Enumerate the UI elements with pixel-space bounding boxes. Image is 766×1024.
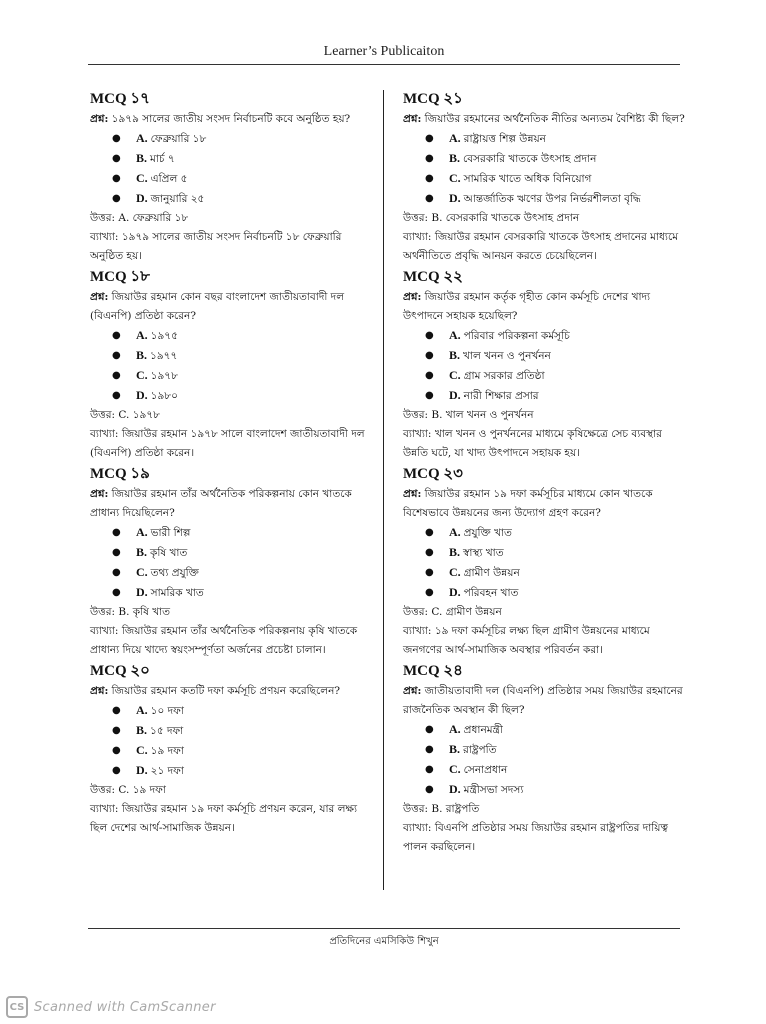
option-letter: A. <box>449 525 461 539</box>
bullet-icon: ● <box>112 725 121 736</box>
option-letter: D. <box>136 763 148 777</box>
option-item <box>425 760 685 780</box>
option-text: পরিবহন খাত <box>463 587 519 599</box>
mcq-block <box>403 88 685 266</box>
camscanner-logo-icon: CS <box>6 996 28 1018</box>
bullet-icon: ● <box>112 193 121 204</box>
options-list <box>90 129 372 209</box>
mcq-title: MCQ ২২ <box>403 269 463 285</box>
question-label: প্রশ্ন: <box>90 685 109 697</box>
explanation-body: খাল খনন ও পুনর্খননের মাধ্যমে কৃষিক্ষেত্রে সেচ ব্যবস্থার উন্নতি ঘটে, যা খাদ্য উৎপাদনে সহায়ক হয়। <box>403 428 662 459</box>
option-letter: A. <box>136 328 148 342</box>
mcq-title: MCQ ১৮ <box>90 269 150 285</box>
question-body: জিয়াউর রহমানের অর্থনৈতিক নীতির অন্যতম বৈশিষ্ট্য কী ছিল? <box>424 113 685 125</box>
option-text: খাল খনন ও পুনর্খনন <box>463 350 551 362</box>
question-body: জিয়াউর রহমান কর্তৃক গৃহীত কোন কর্মসূচি দেশের খাদ্য উৎপাদনে সহায়ক হয়েছিল? <box>403 291 651 322</box>
option-item <box>112 386 372 406</box>
question-text <box>403 485 685 523</box>
option-item <box>112 523 372 543</box>
scanner-watermark <box>6 996 216 1018</box>
question-body: জিয়াউর রহমান ১৯ দফা কর্মসূচির মাধ্যমে কোন খাতকে বিশেষভাবে উন্নয়নের জন্য উদ্যোগ গ্রহণ করেন? <box>403 488 653 519</box>
option-text: আন্তর্জাতিক ঋণের উপর নির্ভরশীলতা বৃদ্ধি <box>463 193 641 205</box>
mcq-title: MCQ ২৪ <box>403 663 463 679</box>
bullet-icon: ● <box>425 567 434 578</box>
header-divider <box>88 64 680 65</box>
option-letter: B. <box>136 151 148 165</box>
option-item <box>112 149 372 169</box>
answer-body: B. রাষ্ট্রপতি <box>431 803 480 815</box>
explanation-text <box>403 228 685 266</box>
mcq-title: MCQ ২৩ <box>403 466 463 482</box>
explanation-body: ১৯ দফা কর্মসূচির লক্ষ্য ছিল গ্রামীণ উন্নয়নের মাধ্যমে জনগণের আর্থ-সামাজিক অবস্থার পরিবর্তন করা। <box>403 625 650 656</box>
mcq-block <box>90 660 372 838</box>
answer-text <box>403 406 685 425</box>
answer-label: উত্তর: <box>90 409 116 421</box>
explanation-text <box>90 622 372 660</box>
question-body: ১৯৭৯ সালের জাতীয় সংসদ নির্বাচনটি কবে অনুষ্ঠিত হয়? <box>111 113 351 125</box>
explanation-text <box>403 819 685 857</box>
option-letter: C. <box>136 368 148 382</box>
explanation-text <box>90 228 372 266</box>
option-letter: D. <box>449 191 461 205</box>
option-text: তথ্য প্রযুক্তি <box>150 567 199 579</box>
answer-label: উত্তর: <box>90 606 116 618</box>
option-text: পরিবার পরিকল্পনা কর্মসূচি <box>463 330 570 342</box>
bullet-icon: ● <box>425 724 434 735</box>
column-divider <box>383 90 384 890</box>
answer-body: B. খাল খনন ও পুনর্খনন <box>431 409 534 421</box>
option-text: ১৫ দফা <box>150 725 184 737</box>
bullet-icon: ● <box>112 587 121 598</box>
explanation-label: ব্যাখ্যা: <box>90 231 119 243</box>
option-item <box>112 761 372 781</box>
explanation-body: জিয়াউর রহমান বেসরকারি খাতকে উৎসাহ প্রদানের মাধ্যমে অর্থনীতিতে প্রবৃদ্ধি আনয়ন করতে চেয়েছিলেন। <box>403 231 679 262</box>
page-footer: প্রতিদিনের এমসিকিউ শিখুন <box>329 936 439 947</box>
option-item <box>112 563 372 583</box>
answer-text <box>90 603 372 622</box>
bullet-icon: ● <box>425 153 434 164</box>
bullet-icon: ● <box>112 153 121 164</box>
option-item <box>112 169 372 189</box>
explanation-label: ব্যাখ্যা: <box>90 428 119 440</box>
options-list <box>90 701 372 781</box>
bullet-icon: ● <box>112 390 121 401</box>
option-letter: C. <box>136 743 148 757</box>
answer-body: C. গ্রামীণ উন্নয়ন <box>431 606 502 618</box>
bullet-icon: ● <box>425 133 434 144</box>
explanation-label: ব্যাখ্যা: <box>403 822 432 834</box>
option-letter: A. <box>449 722 461 736</box>
answer-label: উত্তর: <box>403 803 429 815</box>
option-item <box>425 346 685 366</box>
options-list <box>90 523 372 603</box>
options-list <box>90 326 372 406</box>
mcq-block <box>403 266 685 463</box>
option-item <box>425 740 685 760</box>
explanation-body: জিয়াউর রহমান তাঁর অর্থনৈতিক পরিকল্পনায় কৃষি খাতকে প্রাধান্য দিয়ে খাদ্যে স্বয়ংসম্পূর্ণতা অর্জনের প্রচেষ্টা চালান। <box>90 625 358 656</box>
bullet-icon: ● <box>425 744 434 755</box>
answer-text <box>403 603 685 622</box>
option-letter: C. <box>449 171 461 185</box>
option-text: মার্চ ৭ <box>150 153 175 165</box>
option-text: জানুয়ারি ২৫ <box>150 193 205 205</box>
option-text: প্রযুক্তি খাত <box>463 527 512 539</box>
question-text <box>90 682 372 701</box>
bullet-icon: ● <box>112 567 121 578</box>
option-item <box>425 720 685 740</box>
option-text: ১৯৭৭ <box>150 350 178 362</box>
question-label: প্রশ্ন: <box>403 488 422 500</box>
bullet-icon: ● <box>112 370 121 381</box>
answer-text <box>90 406 372 425</box>
question-label: প্রশ্ন: <box>403 113 422 125</box>
option-item <box>425 326 685 346</box>
option-text: রাষ্ট্রায়ত্ত শিল্প উন্নয়ন <box>463 133 546 145</box>
question-text <box>90 288 372 326</box>
bullet-icon: ● <box>425 330 434 341</box>
footer-divider <box>88 928 680 929</box>
mcq-title: MCQ ১৭ <box>90 91 150 107</box>
option-item <box>112 326 372 346</box>
option-text: ভারী শিল্প <box>150 527 191 539</box>
option-letter: B. <box>136 723 148 737</box>
option-letter: B. <box>449 545 461 559</box>
explanation-label: ব্যাখ্যা: <box>403 231 432 243</box>
question-body: জিয়াউর রহমান কোন বছর বাংলাদেশ জাতীয়তাবাদী দল (বিএনপি) প্রতিষ্ঠা করেন? <box>90 291 345 322</box>
question-label: প্রশ্ন: <box>90 113 109 125</box>
watermark-text: Scanned with CamScanner <box>34 999 216 1015</box>
option-text: গ্রামীণ উন্নয়ন <box>463 567 520 579</box>
mcq-block <box>90 463 372 660</box>
explanation-text <box>90 800 372 838</box>
option-item <box>425 780 685 800</box>
option-text: নারী শিক্ষার প্রসার <box>463 390 539 402</box>
option-text: মন্ত্রীসভা সদস্য <box>463 784 524 796</box>
bullet-icon: ● <box>425 527 434 538</box>
option-letter: B. <box>449 151 461 165</box>
bullet-icon: ● <box>112 547 121 558</box>
answer-text <box>403 800 685 819</box>
options-list <box>403 326 685 406</box>
explanation-body: জিয়াউর রহমান ১৯ দফা কর্মসূচি প্রণয়ন করেন, যার লক্ষ্য ছিল দেশের আর্থ-সামাজিক উন্নয়ন। <box>90 803 358 834</box>
bullet-icon: ● <box>112 173 121 184</box>
option-text: ১৯ দফা <box>150 745 184 757</box>
option-letter: A. <box>136 703 148 717</box>
bullet-icon: ● <box>112 350 121 361</box>
option-text: এপ্রিল ৫ <box>150 173 188 185</box>
option-text: ১৯৮০ <box>150 390 178 402</box>
explanation-body: ১৯৭৯ সালের জাতীয় সংসদ নির্বাচনটি ১৮ ফেব্রুয়ারি অনুষ্ঠিত হয়। <box>90 231 342 262</box>
option-text: ১৯৭৮ <box>150 370 178 382</box>
answer-label: উত্তর: <box>90 212 116 224</box>
bullet-icon: ● <box>425 784 434 795</box>
question-body: জিয়াউর রহমান তাঁর অর্থনৈতিক পরিকল্পনায় কোন খাতকে প্রাধান্য দিয়েছিলেন? <box>90 488 352 519</box>
option-letter: B. <box>136 545 148 559</box>
bullet-icon: ● <box>425 764 434 775</box>
question-text <box>403 682 685 720</box>
mcq-block <box>403 660 685 857</box>
option-item <box>425 563 685 583</box>
option-item <box>425 366 685 386</box>
option-text: বেসরকারি খাতকে উৎসাহ প্রদান <box>463 153 597 165</box>
answer-text <box>403 209 685 228</box>
bullet-icon: ● <box>425 390 434 401</box>
option-letter: A. <box>449 328 461 342</box>
answer-text <box>90 209 372 228</box>
mcq-block <box>403 463 685 660</box>
option-item <box>112 189 372 209</box>
answer-body: C. ১৯ দফা <box>118 784 166 796</box>
option-text: ১৯৭৫ <box>150 330 178 342</box>
option-text: সামরিক খাতে অধিক বিনিয়োগ <box>463 173 592 185</box>
bullet-icon: ● <box>425 370 434 381</box>
option-text: গ্রাম সরকার প্রতিষ্ঠা <box>463 370 545 382</box>
bullet-icon: ● <box>112 705 121 716</box>
option-item <box>112 366 372 386</box>
answer-label: উত্তর: <box>403 606 429 618</box>
option-item <box>425 149 685 169</box>
option-letter: C. <box>136 171 148 185</box>
right-column <box>403 88 685 857</box>
option-letter: B. <box>449 742 461 756</box>
question-label: প্রশ্ন: <box>403 291 422 303</box>
bullet-icon: ● <box>112 133 121 144</box>
explanation-label: ব্যাখ্যা: <box>403 428 432 440</box>
options-list <box>403 523 685 603</box>
left-column <box>90 88 372 838</box>
bullet-icon: ● <box>425 193 434 204</box>
bullet-icon: ● <box>112 527 121 538</box>
question-text <box>90 485 372 523</box>
option-text: প্রধানমন্ত্রী <box>463 724 503 736</box>
option-text: ১০ দফা <box>150 705 184 717</box>
option-letter: D. <box>449 585 461 599</box>
answer-text <box>90 781 372 800</box>
bullet-icon: ● <box>112 765 121 776</box>
question-label: প্রশ্ন: <box>90 488 109 500</box>
option-letter: A. <box>136 525 148 539</box>
option-text: স্বাস্থ্য খাত <box>463 547 504 559</box>
option-text: কৃষি খাত <box>150 547 188 559</box>
option-item <box>112 346 372 366</box>
mcq-title: MCQ ২১ <box>403 91 463 107</box>
question-label: প্রশ্ন: <box>90 291 109 303</box>
option-letter: C. <box>449 565 461 579</box>
page-header: Learner’s Publicaiton <box>323 44 445 59</box>
option-item <box>425 543 685 563</box>
answer-label: উত্তর: <box>403 212 429 224</box>
option-text: রাষ্ট্রপতি <box>463 744 497 756</box>
option-letter: D. <box>136 191 148 205</box>
option-item <box>425 129 685 149</box>
option-item <box>112 543 372 563</box>
answer-body: C. ১৯৭৮ <box>118 409 160 421</box>
answer-label: উত্তর: <box>90 784 116 796</box>
option-item <box>425 583 685 603</box>
explanation-text <box>90 425 372 463</box>
bullet-icon: ● <box>112 745 121 756</box>
option-item <box>112 741 372 761</box>
option-text: ২১ দফা <box>150 765 184 777</box>
option-text: সামরিক খাত <box>150 587 204 599</box>
answer-body: A. ফেব্রুয়ারি ১৮ <box>118 212 189 224</box>
answer-body: B. বেসরকারি খাতকে উৎসাহ প্রদান <box>431 212 580 224</box>
explanation-text <box>403 622 685 660</box>
option-text: ফেব্রুয়ারি ১৮ <box>150 133 207 145</box>
mcq-block <box>90 88 372 266</box>
explanation-text <box>403 425 685 463</box>
option-letter: D. <box>449 782 461 796</box>
explanation-label: ব্যাখ্যা: <box>403 625 432 637</box>
question-body: জাতীয়তাবাদী দল (বিএনপি) প্রতিষ্ঠার সময় জিয়াউর রহমানের রাজনৈতিক অবস্থান কী ছিল? <box>403 685 683 716</box>
option-text: সেনাপ্রধান <box>463 764 508 776</box>
option-letter: D. <box>136 585 148 599</box>
option-item <box>112 129 372 149</box>
explanation-label: ব্যাখ্যা: <box>90 803 119 815</box>
answer-label: উত্তর: <box>403 409 429 421</box>
mcq-block <box>90 266 372 463</box>
option-item <box>425 189 685 209</box>
option-letter: C. <box>136 565 148 579</box>
question-text <box>403 288 685 326</box>
bullet-icon: ● <box>425 173 434 184</box>
answer-body: B. কৃষি খাত <box>118 606 171 618</box>
option-letter: C. <box>449 762 461 776</box>
question-text <box>90 110 372 129</box>
option-item <box>425 523 685 543</box>
question-label: প্রশ্ন: <box>403 685 422 697</box>
bullet-icon: ● <box>112 330 121 341</box>
bullet-icon: ● <box>425 547 434 558</box>
mcq-title: MCQ ১৯ <box>90 466 150 482</box>
option-letter: B. <box>136 348 148 362</box>
option-letter: C. <box>449 368 461 382</box>
option-letter: D. <box>449 388 461 402</box>
bullet-icon: ● <box>425 350 434 361</box>
option-item <box>112 721 372 741</box>
explanation-body: বিএনপি প্রতিষ্ঠার সময় জিয়াউর রহমান রাষ্ট্রপতির দায়িত্ব পালন করছিলেন। <box>403 822 668 853</box>
explanation-label: ব্যাখ্যা: <box>90 625 119 637</box>
option-item <box>112 701 372 721</box>
option-letter: A. <box>136 131 148 145</box>
option-letter: A. <box>449 131 461 145</box>
option-item <box>425 386 685 406</box>
options-list <box>403 129 685 209</box>
bullet-icon: ● <box>425 587 434 598</box>
question-body: জিয়াউর রহমান কতটি দফা কর্মসূচি প্রণয়ন করেছিলেন? <box>111 685 340 697</box>
option-letter: D. <box>136 388 148 402</box>
option-item <box>112 583 372 603</box>
question-text <box>403 110 685 129</box>
explanation-body: জিয়াউর রহমান ১৯৭৮ সালে বাংলাদেশ জাতীয়তাবাদী দল (বিএনপি) প্রতিষ্ঠা করেন। <box>90 428 365 459</box>
options-list <box>403 720 685 800</box>
mcq-title: MCQ ২০ <box>90 663 150 679</box>
option-item <box>425 169 685 189</box>
option-letter: B. <box>449 348 461 362</box>
